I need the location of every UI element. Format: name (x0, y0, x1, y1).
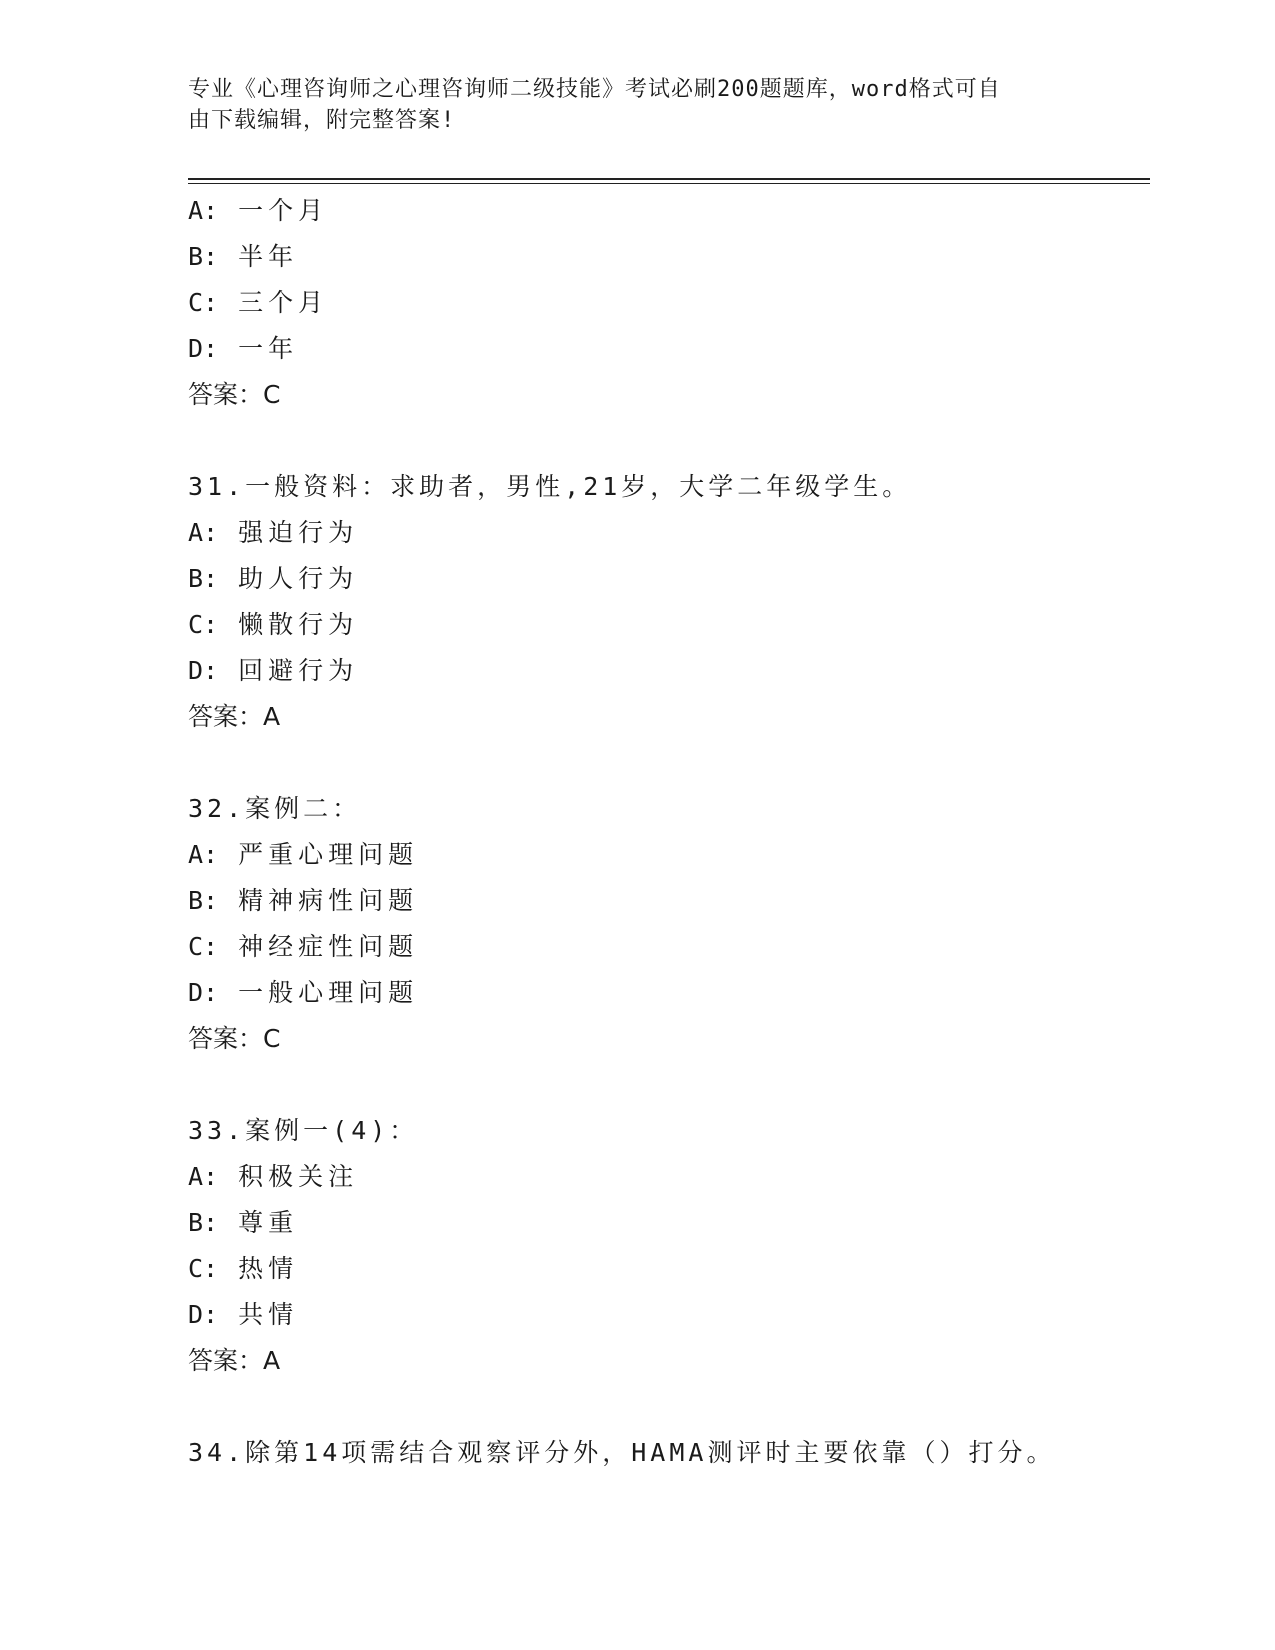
option-a: A: 一个月 (188, 196, 329, 225)
option-d: D: 共情 (188, 1300, 299, 1329)
option-c: C: 热情 (188, 1254, 299, 1283)
question-text: 32.案例二： (188, 794, 362, 823)
question-block (188, 786, 1148, 1062)
option-d: D: 回避行为 (188, 656, 359, 685)
header-line-2: 由下载编辑，附完整答案! (188, 108, 456, 133)
question-text: 34.除第14项需结合观察评分外，HAMA测评时主要依靠（）打分。 (188, 1438, 1056, 1467)
option-a: A: 严重心理问题 (188, 840, 419, 869)
option-b: B: 精神病性问题 (188, 886, 419, 915)
answer: 答案：A (188, 1346, 281, 1375)
option-b: B: 助人行为 (188, 564, 359, 593)
option-d: D: 一年 (188, 334, 299, 363)
option-b: B: 尊重 (188, 1208, 299, 1237)
question-text: 31.一般资料：求助者，男性,21岁，大学二年级学生。 (188, 472, 912, 501)
answer: 答案：C (188, 380, 281, 409)
option-d: D: 一般心理问题 (188, 978, 419, 1007)
option-a: A: 强迫行为 (188, 518, 359, 547)
answer: 答案：A (188, 702, 281, 731)
option-c: C: 懒散行为 (188, 610, 359, 639)
header-rule-thick (188, 178, 1150, 180)
document-header (188, 74, 1068, 136)
question-block (188, 1108, 1148, 1384)
option-b: B: 半年 (188, 242, 299, 271)
header-line-1: 专业《心理咨询师之心理咨询师二级技能》考试必刷200题题库，word格式可自 (188, 77, 1001, 102)
option-c: C: 三个月 (188, 288, 329, 317)
question-block (188, 1430, 1148, 1476)
option-a: A: 积极关注 (188, 1162, 359, 1191)
question-block (188, 464, 1148, 740)
question-text: 33.案例一(4)： (188, 1116, 419, 1145)
header-rule-thin (188, 183, 1150, 184)
answer: 答案：C (188, 1024, 281, 1053)
question-list (188, 188, 1148, 1476)
question-block (188, 188, 1148, 418)
option-c: C: 神经症性问题 (188, 932, 419, 961)
